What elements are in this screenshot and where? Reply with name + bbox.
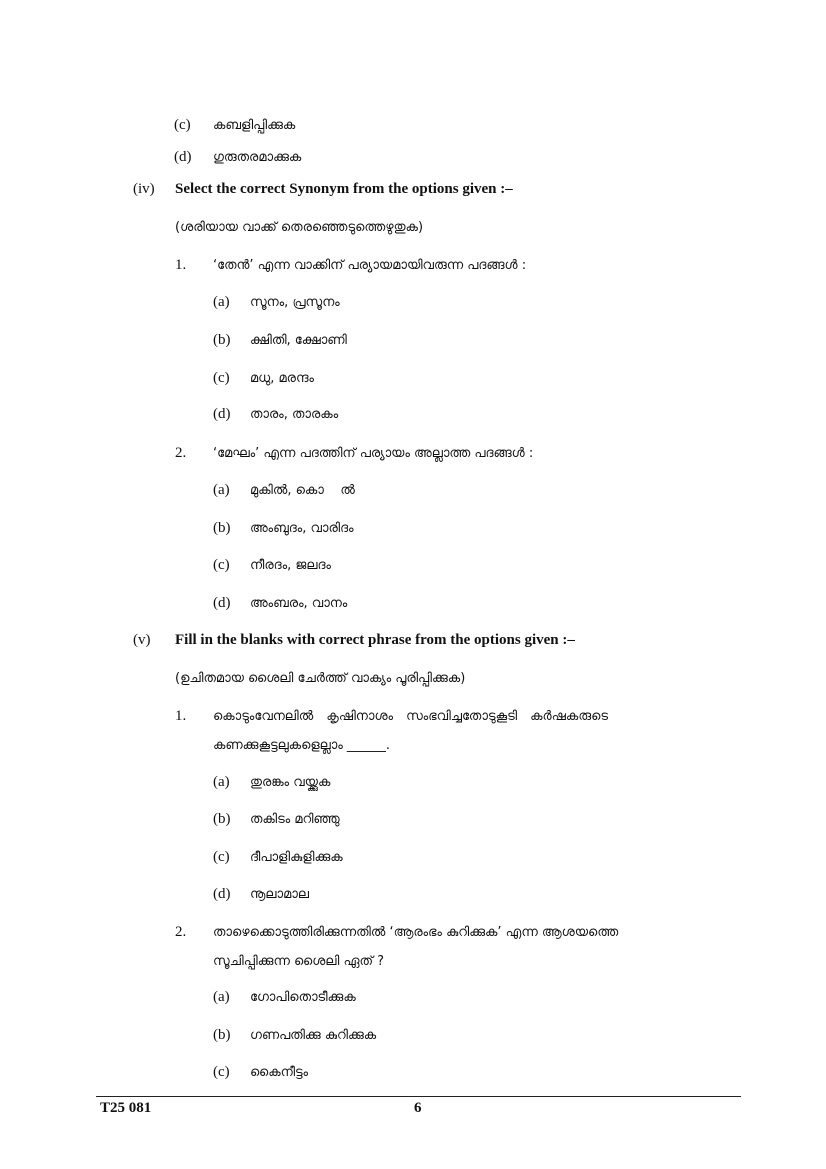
page-number: 6 — [414, 1100, 422, 1116]
question-label: (iv) — [133, 181, 155, 197]
option-text: ഗുരുതരമാക്കുക — [213, 150, 302, 165]
item-number: 2. — [175, 924, 187, 940]
option-text: അംബരം, വാനം — [250, 596, 348, 611]
paper-code: T25 081 — [100, 1100, 152, 1116]
option-text: സൂനം, പ്രസൂനം — [250, 295, 340, 310]
option-text: താരം, താരകം — [250, 407, 339, 422]
option-text: നീരദം, ജലദം — [250, 558, 331, 573]
item-question-line1: കൊടുംവേനലിൽ കൃഷിനാശം സംഭവിച്ചതോടുകൂടി കർഷകരുടെ — [213, 709, 609, 724]
question-label: (v) — [133, 632, 151, 648]
option-text: കൈനീട്ടം — [250, 1065, 309, 1080]
option-text: കബളിപ്പിക്കുക — [213, 118, 296, 133]
option-label: (c) — [213, 557, 230, 573]
option-label: (c) — [174, 117, 191, 133]
option-label: (a) — [213, 294, 230, 310]
option-label: (b) — [213, 520, 231, 536]
option-text: മധു, മരന്ദം — [250, 371, 314, 386]
question-heading: Select the correct Synonym from the options given :– — [175, 181, 513, 197]
option-label: (d) — [174, 149, 192, 165]
option-text: തുരങ്കം വയ്ക്കുക — [250, 775, 331, 790]
item-number: 1. — [175, 708, 187, 724]
option-label: (b) — [213, 811, 231, 827]
option-text: തകിടം മറിഞ്ഞു — [250, 812, 340, 827]
item-question-line1: താഴെക്കൊടുത്തിരിക്കുന്നതിൽ ‘ആരംഭം കുറിക്കുക’ എന്ന ആശയത്തെ — [213, 925, 619, 940]
option-text: മുകിൽ, കൊ ൽ — [250, 483, 355, 498]
item-question: ‘മേഘം’ എന്ന പദത്തിന് പര്യായം അല്ലാത്ത പദങ്ങൾ : — [213, 446, 534, 461]
question-subheading: (ഉചിതമായ ശൈലി ചേർത്ത് വാക്യം പൂരിപ്പിക്കുക) — [175, 671, 466, 686]
option-label: (d) — [213, 595, 231, 611]
option-label: (a) — [213, 774, 230, 790]
option-label: (c) — [213, 1064, 230, 1080]
question-heading: Fill in the blanks with correct phrase from the options given :– — [175, 632, 575, 648]
option-text: ഗോപിതൊടീക്കുക — [250, 990, 356, 1005]
option-text: നൂലാമാല — [250, 887, 309, 902]
option-text: ക്ഷിതി, ക്ഷോണി — [250, 333, 347, 348]
item-question: ‘തേൻ’ എന്ന വാക്കിന് പര്യായമായിവരുന്ന പദങ്ങൾ : — [213, 258, 527, 273]
option-label: (d) — [213, 886, 231, 902]
option-label: (b) — [213, 1027, 231, 1043]
item-question-line2: സൂചിപ്പിക്കുന്ന ശൈലി ഏത് ? — [213, 954, 385, 969]
option-label: (c) — [213, 849, 230, 865]
option-label: (a) — [213, 482, 230, 498]
question-subheading: (ശരിയായ വാക്ക് തെരഞ്ഞെടുത്തെഴുതുക) — [175, 220, 424, 235]
item-question-line2: കണക്കുകൂട്ടലുകളെല്ലാം ______. — [213, 738, 391, 753]
item-number: 2. — [175, 445, 187, 461]
footer-rule — [96, 1096, 741, 1097]
option-text: അംബുദം, വാരിദം — [250, 521, 354, 536]
item-number: 1. — [175, 257, 187, 273]
option-label: (c) — [213, 370, 230, 386]
option-label: (d) — [213, 406, 231, 422]
option-text: ദീപാളികുളിക്കുക — [250, 850, 343, 865]
option-label: (a) — [213, 989, 230, 1005]
option-text: ഗണപതിക്കു കുറിക്കുക — [250, 1028, 377, 1043]
option-label: (b) — [213, 332, 231, 348]
